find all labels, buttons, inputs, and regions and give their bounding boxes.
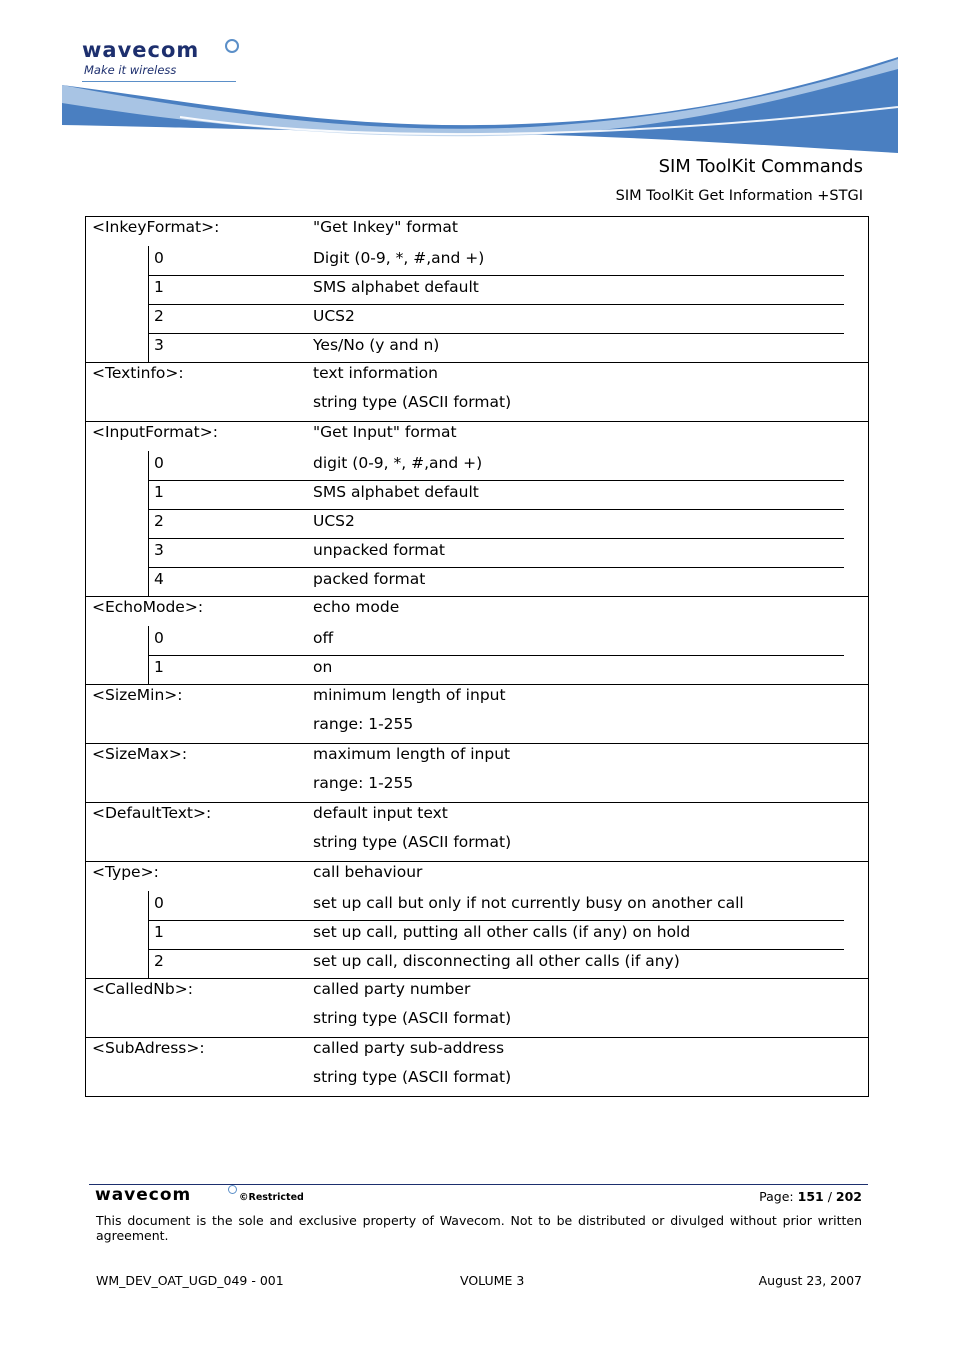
parameter-line xyxy=(86,862,868,891)
value-code: 1 xyxy=(154,483,164,501)
value-code: 1 xyxy=(154,658,164,676)
parameter-description: text information xyxy=(313,364,438,382)
value-separator xyxy=(148,920,844,921)
value-description: set up call, putting all other calls (if any) on hold xyxy=(313,923,691,941)
parameter-line xyxy=(86,714,868,743)
value-divider xyxy=(148,567,149,596)
parameter-row xyxy=(86,1037,868,1096)
parameter-description: maximum length of input xyxy=(313,745,511,763)
page-separator: / xyxy=(827,1189,832,1204)
value-separator xyxy=(148,949,844,950)
value-description: packed format xyxy=(313,570,426,588)
parameter-line xyxy=(86,773,868,802)
parameter-row xyxy=(86,217,868,362)
registered-mark-icon xyxy=(225,39,239,53)
value-row xyxy=(86,626,868,655)
value-divider xyxy=(148,304,149,333)
value-divider xyxy=(148,451,149,480)
parameter-line xyxy=(86,744,868,773)
parameter-description: range: 1-255 xyxy=(313,774,414,792)
parameter-name: <Textinfo>: xyxy=(92,364,184,382)
parameter-row xyxy=(86,861,868,978)
value-description: UCS2 xyxy=(313,512,355,530)
parameter-line xyxy=(86,979,868,1008)
parameter-description: "Get Input" format xyxy=(313,423,457,441)
footer-notice: This document is the sole and exclusive property of Wavecom. Not to be distributed or divulged without prior written agreement. xyxy=(96,1213,862,1243)
value-separator xyxy=(148,275,844,276)
value-code: 2 xyxy=(154,307,164,325)
value-code: 3 xyxy=(154,336,164,354)
parameter-description: default input text xyxy=(313,804,448,822)
value-divider xyxy=(148,626,149,655)
value-divider xyxy=(148,655,149,684)
value-divider xyxy=(148,509,149,538)
value-code: 0 xyxy=(154,454,164,472)
value-row xyxy=(86,333,868,362)
parameter-name: <SizeMin>: xyxy=(92,686,183,704)
value-code: 1 xyxy=(154,278,164,296)
value-description: on xyxy=(313,658,333,676)
parameter-description: call behaviour xyxy=(313,863,423,881)
parameter-table xyxy=(85,216,869,1097)
footer-logo-wordmark: wavecom xyxy=(95,1185,192,1205)
footer-document-id: WM_DEV_OAT_UGD_049 - 001 xyxy=(96,1273,284,1288)
value-separator xyxy=(148,655,844,656)
value-description: SMS alphabet default xyxy=(313,483,479,501)
value-code: 0 xyxy=(154,629,164,647)
value-row xyxy=(86,275,868,304)
section-subtitle: SIM ToolKit Get Information +STGI xyxy=(615,188,863,204)
parameter-description: "Get Inkey" format xyxy=(313,218,458,236)
value-separator xyxy=(148,333,844,334)
value-row xyxy=(86,567,868,596)
value-row xyxy=(86,538,868,567)
parameter-line xyxy=(86,1008,868,1037)
footer-date: August 23, 2007 xyxy=(758,1273,862,1288)
logo-wordmark: wavecom xyxy=(82,38,200,62)
parameter-description: string type (ASCII format) xyxy=(313,393,512,411)
parameter-name: <SubAdress>: xyxy=(92,1039,205,1057)
value-row xyxy=(86,509,868,538)
value-description: Digit (0-9, *, #,and +) xyxy=(313,249,485,267)
value-row xyxy=(86,480,868,509)
parameter-description: minimum length of input xyxy=(313,686,506,704)
footer-registered-mark-icon xyxy=(228,1185,237,1194)
parameter-line xyxy=(86,1067,868,1096)
parameter-line xyxy=(86,1038,868,1067)
value-separator xyxy=(148,567,844,568)
value-row xyxy=(86,655,868,684)
value-code: 2 xyxy=(154,512,164,530)
header-swoosh-banner xyxy=(60,55,900,155)
page-label: Page: xyxy=(759,1189,794,1204)
value-description: UCS2 xyxy=(313,307,355,325)
value-divider xyxy=(148,538,149,567)
parameter-description: called party sub-address xyxy=(313,1039,505,1057)
parameter-name: <DefaultText>: xyxy=(92,804,212,822)
value-description: set up call but only if not currently busy on another call xyxy=(313,894,744,912)
value-code: 4 xyxy=(154,570,164,588)
parameter-line xyxy=(86,392,868,421)
parameter-name: <Type>: xyxy=(92,863,159,881)
value-divider xyxy=(148,480,149,509)
value-code: 2 xyxy=(154,952,164,970)
value-row xyxy=(86,891,868,920)
parameter-row xyxy=(86,978,868,1037)
value-divider xyxy=(148,333,149,362)
value-description: set up call, disconnecting all other calls (if any) xyxy=(313,952,680,970)
value-row xyxy=(86,304,868,333)
footer-rule xyxy=(89,1184,868,1185)
parameter-line xyxy=(86,217,868,246)
parameter-row xyxy=(86,421,868,596)
parameter-name: <InputFormat>: xyxy=(92,423,218,441)
value-code: 1 xyxy=(154,923,164,941)
value-row xyxy=(86,920,868,949)
value-separator xyxy=(148,509,844,510)
value-description: Yes/No (y and n) xyxy=(313,336,440,354)
parameter-row xyxy=(86,684,868,743)
parameter-description: string type (ASCII format) xyxy=(313,1009,512,1027)
section-title: SIM ToolKit Commands xyxy=(658,156,863,177)
value-row xyxy=(86,949,868,978)
value-divider xyxy=(148,275,149,304)
value-description: SMS alphabet default xyxy=(313,278,479,296)
page-current: 151 xyxy=(797,1189,824,1204)
value-divider xyxy=(148,246,149,275)
parameter-description: range: 1-255 xyxy=(313,715,414,733)
value-divider xyxy=(148,949,149,978)
parameter-name: <InkeyFormat>: xyxy=(92,218,220,236)
parameter-row xyxy=(86,362,868,421)
parameter-description: string type (ASCII format) xyxy=(313,833,512,851)
value-separator xyxy=(148,304,844,305)
value-code: 3 xyxy=(154,541,164,559)
parameter-row xyxy=(86,596,868,684)
value-description: off xyxy=(313,629,334,647)
parameter-description: called party number xyxy=(313,980,471,998)
value-description: digit (0-9, *, #,and +) xyxy=(313,454,483,472)
value-separator xyxy=(148,538,844,539)
value-row xyxy=(86,246,868,275)
parameter-row xyxy=(86,802,868,861)
value-code: 0 xyxy=(154,894,164,912)
parameter-line xyxy=(86,363,868,392)
parameter-name: <SizeMax>: xyxy=(92,745,188,763)
parameter-name: <CalledNb>: xyxy=(92,980,193,998)
parameter-line xyxy=(86,832,868,861)
parameter-line xyxy=(86,803,868,832)
parameter-row xyxy=(86,743,868,802)
parameter-name: <EchoMode>: xyxy=(92,598,204,616)
value-description: unpacked format xyxy=(313,541,445,559)
value-row xyxy=(86,451,868,480)
parameter-line xyxy=(86,685,868,714)
value-divider xyxy=(148,891,149,920)
parameter-line xyxy=(86,422,868,451)
page-total: 202 xyxy=(835,1189,862,1204)
logo-tagline: Make it wireless xyxy=(84,63,177,77)
footer-volume: VOLUME 3 xyxy=(460,1273,525,1288)
footer-restricted-label: ©Restricted xyxy=(239,1192,304,1203)
value-separator xyxy=(148,480,844,481)
value-divider xyxy=(148,920,149,949)
parameter-description: string type (ASCII format) xyxy=(313,1068,512,1086)
parameter-line xyxy=(86,597,868,626)
footer-page-number xyxy=(759,1189,862,1204)
value-code: 0 xyxy=(154,249,164,267)
parameter-description: echo mode xyxy=(313,598,400,616)
